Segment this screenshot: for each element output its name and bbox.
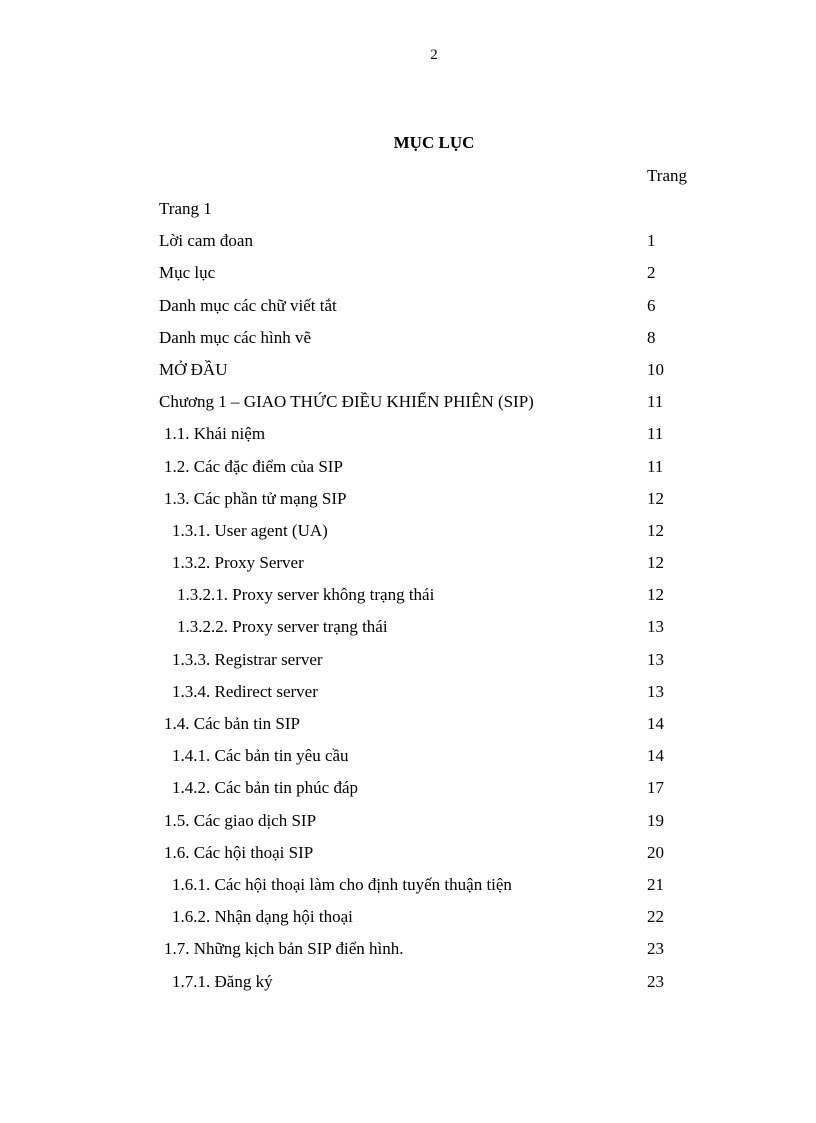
toc-entry-page: 13 <box>647 681 664 701</box>
toc-entry <box>0 873 816 905</box>
toc-entry <box>0 841 816 873</box>
toc-entry <box>0 197 816 229</box>
toc-entry-label: 1.6. Các hội thoại SIP <box>164 842 314 862</box>
toc-entry-label: 1.2. Các đặc điểm của SIP <box>164 456 343 476</box>
toc-entry <box>0 422 816 454</box>
toc-entry-label: 1.3.2. Proxy Server <box>172 553 304 573</box>
toc-entry-page: 20 <box>647 842 664 862</box>
toc-entry-page: 13 <box>647 617 664 637</box>
toc-entry-page: 14 <box>647 746 664 766</box>
toc-entry <box>0 970 816 1002</box>
toc-entry <box>0 551 816 583</box>
toc-entry <box>0 358 816 390</box>
toc-entry-label: 1.3.1. User agent (UA) <box>172 520 328 540</box>
toc-entry <box>0 809 816 841</box>
toc-entry-page: 23 <box>647 971 664 991</box>
toc-entry-page: 13 <box>647 649 664 669</box>
toc-entry <box>0 487 816 519</box>
toc-entry-page: 21 <box>647 874 664 894</box>
toc-entry-label: 1.5. Các giao dịch SIP <box>164 810 317 830</box>
toc-entry-page: 2 <box>647 263 656 283</box>
toc-entry <box>0 615 816 647</box>
toc-entry-page: 17 <box>647 778 664 798</box>
page-number: 2 <box>430 47 438 63</box>
toc-entry <box>0 326 816 358</box>
toc-entry <box>0 583 816 615</box>
toc-entry <box>0 905 816 937</box>
toc-entry-page: 11 <box>647 456 664 476</box>
toc-entry <box>0 744 816 776</box>
toc-entry-label: MỞ ĐẦU <box>159 359 228 379</box>
toc-entry-label: 1.4.2. Các bản tin phúc đáp <box>172 778 359 798</box>
toc-entry-label: Chương 1 – GIAO THỨC ĐIỀU KHIỂN PHIÊN (SIP) <box>159 392 534 412</box>
toc-entry-page: 12 <box>647 488 664 508</box>
toc-entry <box>0 712 816 744</box>
toc-entry-page: 6 <box>647 295 656 315</box>
toc-entry-page: 1 <box>647 231 656 251</box>
toc-entry-page: 14 <box>647 714 664 733</box>
page-title: MỤC LỤC <box>393 133 475 152</box>
toc-entry-page: 10 <box>647 359 664 379</box>
toc-entry-label: 1.7.1. Đăng ký <box>172 971 273 991</box>
page-column-header: Trang <box>647 166 687 185</box>
toc-entry-label: 1.3.2.2. Proxy server trạng thái <box>177 617 388 637</box>
toc-entry-page: 22 <box>647 907 664 927</box>
toc-entry-page: 19 <box>647 810 664 830</box>
toc-entry-label: 1.4. Các bản tin SIP <box>164 714 300 733</box>
toc-entry <box>0 680 816 712</box>
toc-entry-label: 1.3.4. Redirect server <box>172 681 318 701</box>
toc-entry-page: 23 <box>647 939 664 959</box>
toc-entry <box>0 294 816 326</box>
toc-entry-page: 12 <box>647 553 664 573</box>
toc-entry-page: 12 <box>647 520 664 540</box>
toc-entry <box>0 390 816 422</box>
toc-entry-label: 1.6.2. Nhận dạng hội thoại <box>172 907 353 927</box>
toc-entry-label: Mục lục <box>159 263 216 283</box>
toc-entry <box>0 229 816 261</box>
toc-entry <box>0 937 816 969</box>
toc-entry-label: 1.1. Khái niệm <box>164 424 266 444</box>
toc-entry-label: 1.7. Những kịch bản SIP điển hình. <box>164 939 404 959</box>
toc-entry-page: 11 <box>647 424 664 444</box>
toc-list <box>0 197 816 1002</box>
toc-entry-label: Trang 1 <box>159 199 212 218</box>
toc-entry <box>0 261 816 293</box>
toc-entry-label: 1.3.2.1. Proxy server không trạng thái <box>177 585 435 605</box>
toc-entry-label: Lời cam đoan <box>159 231 253 251</box>
toc-entry-page: 8 <box>647 327 656 347</box>
toc-entry-label: Danh mục các hình vẽ <box>159 327 311 347</box>
toc-entry <box>0 519 816 551</box>
toc-entry <box>0 455 816 487</box>
toc-entry <box>0 648 816 680</box>
toc-entry-label: 1.3.3. Registrar server <box>172 649 323 669</box>
toc-entry-page: 11 <box>647 392 664 412</box>
toc-entry <box>0 776 816 808</box>
toc-entry-label: 1.6.1. Các hội thoại làm cho định tuyến thuận tiện <box>172 874 512 894</box>
toc-entry-label: 1.3. Các phần tử mạng SIP <box>164 488 347 508</box>
toc-entry-label: 1.4.1. Các bản tin yêu cầu <box>172 746 349 766</box>
toc-entry-page: 12 <box>647 585 664 605</box>
toc-entry-label: Danh mục các chữ viết tắt <box>159 295 337 315</box>
